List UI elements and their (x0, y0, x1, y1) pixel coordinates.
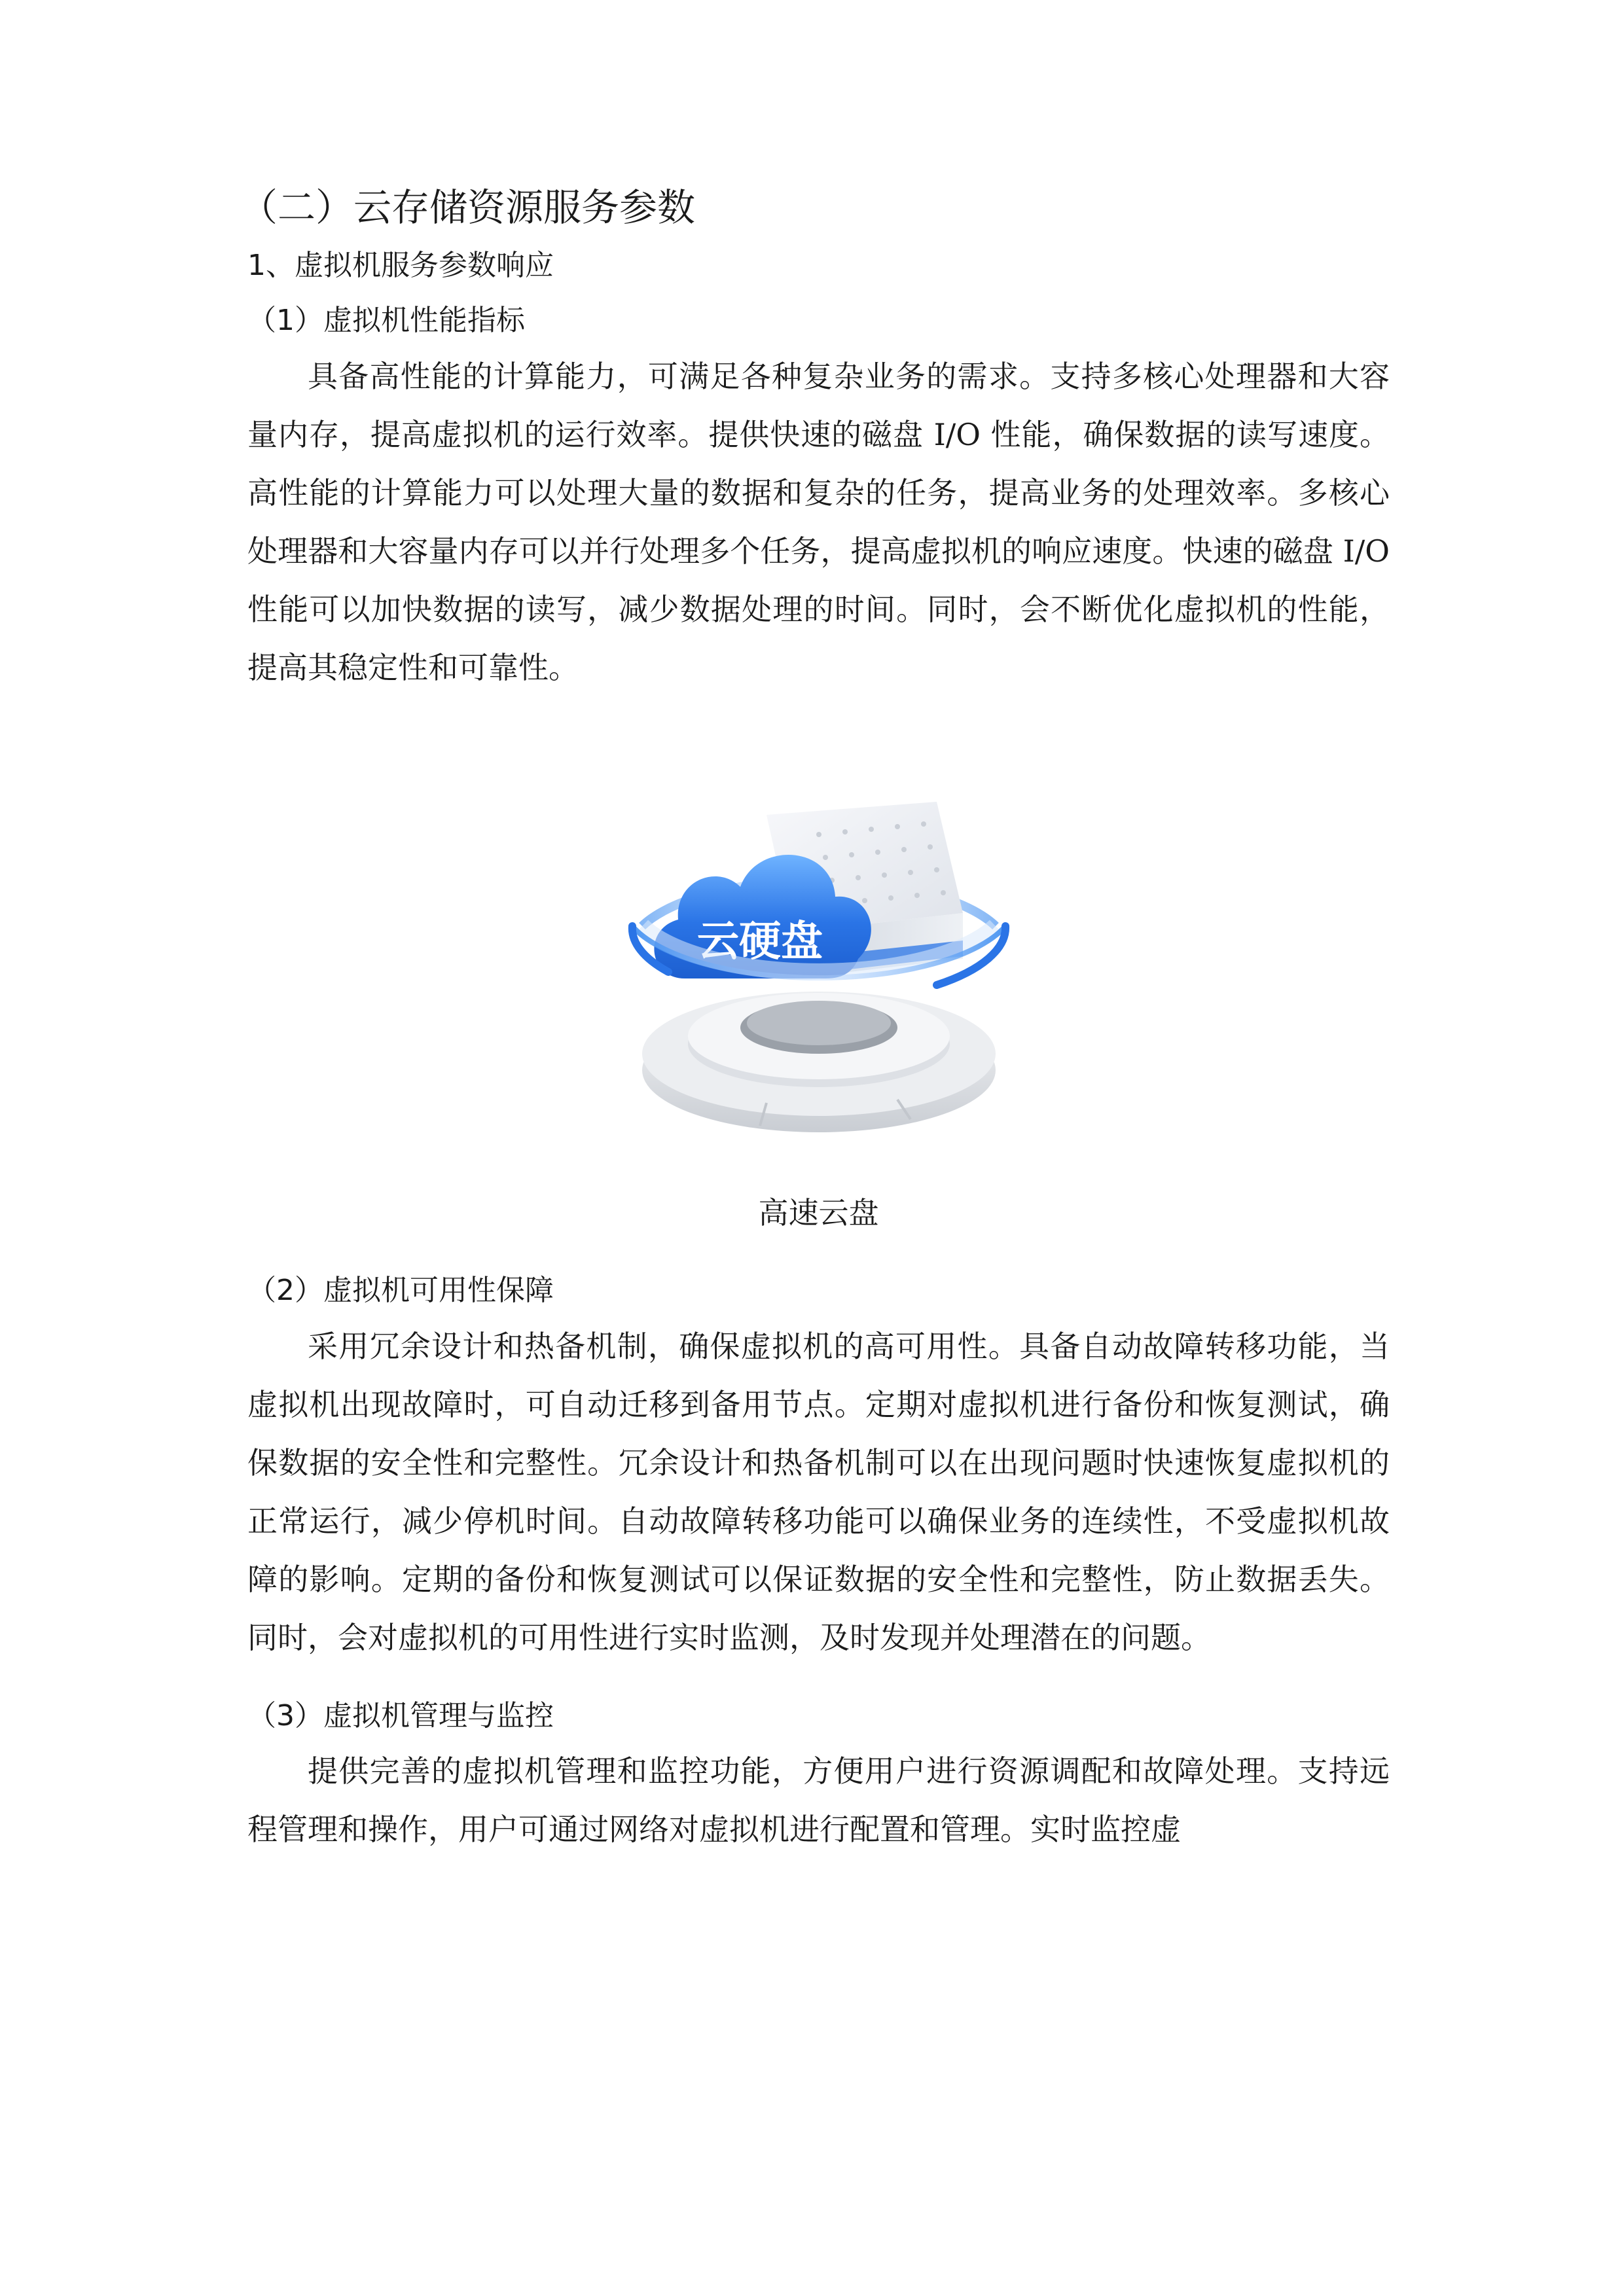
cloud-disk-illustration-icon (570, 762, 1068, 1168)
item-title-2: （2）虚拟机可用性保障 (247, 1273, 554, 1307)
item-title-3: （3）虚拟机管理与监控 (247, 1698, 554, 1732)
figure-caption: 高速云盘 (758, 1194, 879, 1230)
cloud-disk-badge-text: 云硬盘 (696, 917, 823, 966)
document-page (240, 183, 1390, 1859)
section-title: （二）云存储资源服务参数 (240, 185, 696, 230)
item-title-1: （1）虚拟机性能指标 (247, 303, 525, 337)
figure (247, 762, 1390, 1168)
paragraph-1: 具备高性能的计算能力，可满足各种复杂业务的需求。支持多核心处理器和大容量内存，提高虚拟机的运行效率。提供快速的磁盘 I/O 性能，确保数据的读写速度。高性能的计算能力可以处理大量的数据和复杂的任务，提高业务的处理效率。多核心处理器和大容量内存可以并行处理多个任务，提高虚拟机的响应速度。快速的磁盘 I/O 性能可以加快数据的读写，减少数据处理的时间。同时，会不断优化虚拟机的性能，提高其稳定性和可靠性。 (247, 358, 1390, 685)
paragraph-3: 提供完善的虚拟机管理和监控功能，方便用户进行资源调配和故障处理。支持远程管理和操作，用户可通过网络对虚拟机进行配置和管理。实时监控虚 (247, 1753, 1390, 1848)
subsection-title: 1、虚拟机服务参数响应 (247, 249, 554, 283)
paragraph-2: 采用冗余设计和热备机制，确保虚拟机的高可用性。具备自动故障转移功能，当虚拟机出现故障时，可自动迁移到备用节点。定期对虚拟机进行备份和恢复测试，确保数据的安全性和完整性。冗余设计和热备机制可以在出现问题时快速恢复虚拟机的正常运行，减少停机时间。自动故障转移功能可以确保业务的连续性，不受虚拟机故障的影响。定期的备份和恢复测试可以保证数据的安全性和完整性，防止数据丢失。同时，会对虚拟机的可用性进行实时监测，及时发现并处理潜在的问题。 (247, 1328, 1390, 1655)
